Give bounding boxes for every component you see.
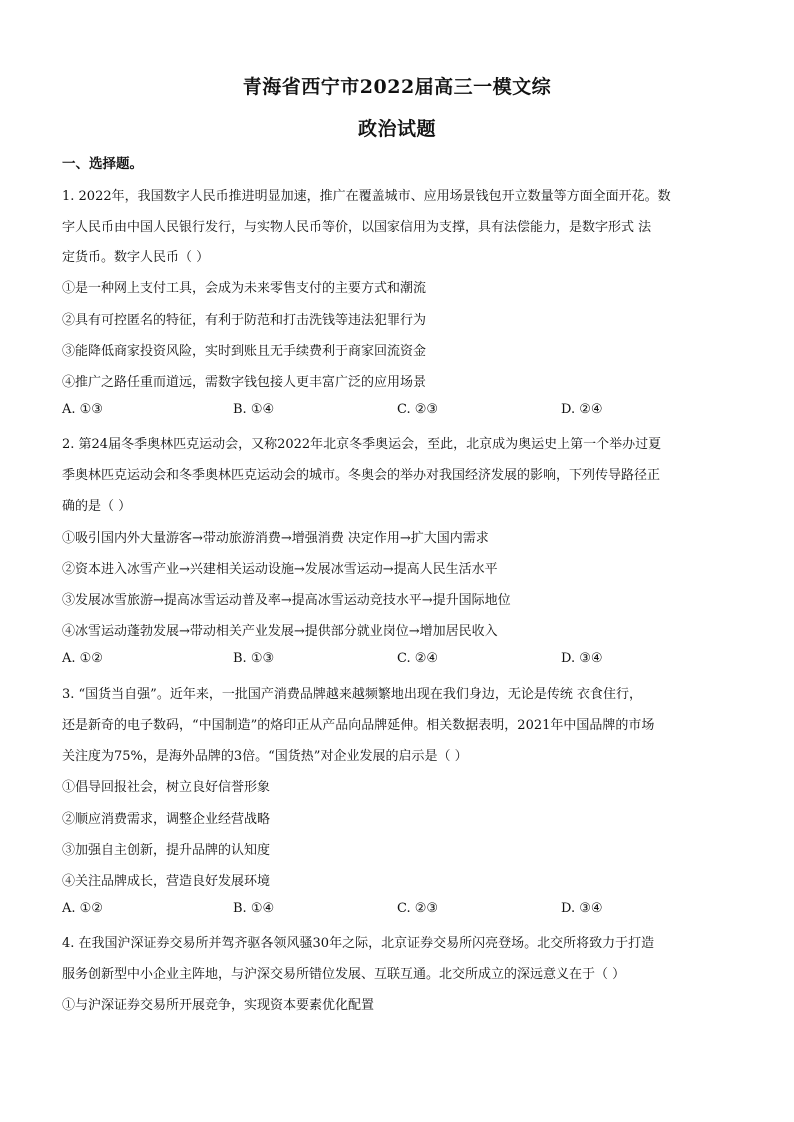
question-2-stem-line-3: 确的是（ ） (62, 499, 132, 514)
question-3-stem-line-2: 还是新奇的电子数码，“中国制造”的烙印正从产品向品牌延伸。相关数据表明，2021年中国品牌的市场 (62, 718, 655, 733)
question-3-option-d: D. ③④ (561, 901, 603, 916)
question-3-option-c: C. ②③ (397, 901, 439, 916)
question-3-option-b: B. ①④ (233, 901, 275, 916)
question-4-item-1: ①与沪深证券交易所开展竞争，实现资本要素优化配置 (62, 998, 375, 1013)
question-1-option-d: D. ②④ (561, 402, 603, 417)
question-2-option-d: D. ③④ (561, 651, 603, 666)
question-2-stem-line-2: 季奥林匹克运动会和冬季奥林匹克运动会的城市。冬奥会的举办对我国经济发展的影响，下列传导路径正 (62, 468, 661, 483)
question-2-stem-line-1: 2. 第24届冬季奥林匹克运动会，又称2022年北京冬季奥运会，至此，北京成为奥运史上第一个举办过夏 (62, 437, 662, 452)
question-3-option-a: A. ①② (62, 901, 103, 916)
question-3-item-3: ③加强自主创新，提升品牌的认知度 (62, 843, 271, 858)
question-2-item-2: ②资本进入冰雪产业→兴建相关运动设施→发展冰雪运动→提高人民生活水平 (62, 562, 498, 577)
question-1-item-1: ①是一种网上支付工具，会成为未来零售支付的主要方式和潮流 (62, 281, 427, 296)
page-title: 青海省西宁市2022届高三一模文综 (242, 76, 552, 98)
question-2-option-b: B. ①③ (233, 651, 275, 666)
question-2-option-c: C. ②④ (397, 651, 439, 666)
question-1-stem-line-3: 定货币。数字人民币（ ） (62, 250, 210, 265)
question-4-stem-line-2: 服务创新型中小企业主阵地，与沪深交易所错位发展、互联互通。北交所成立的深远意义在于（ ） (62, 967, 626, 982)
question-3-item-4: ④关注品牌成长，营造良好发展环境 (62, 874, 271, 889)
question-3-stem-line-1: 3. “国货当自强”。近年来，一批国产消费品牌越来越频繁地出现在我们身边，无论是传统 衣食住行， (62, 687, 642, 702)
question-1-option-a: A. ①③ (62, 402, 103, 417)
question-3-item-2: ②顺应消费需求，调整企业经营战略 (62, 812, 271, 827)
question-1-item-3: ③能降低商家投资风险，实时到账且无手续费利于商家回流资金 (62, 344, 427, 359)
question-3-item-1: ①倡导回报社会，树立良好信誉形象 (62, 780, 271, 795)
section-heading: 一、选择题。 (62, 156, 143, 172)
question-4-stem-line-1: 4. 在我国沪深证券交易所并驾齐驱各领风骚30年之际，北京证券交易所闪亮登场。北交所将致力于打造 (62, 936, 655, 951)
page-subtitle: 政治试题 (357, 118, 436, 140)
question-2-item-1: ①吸引国内外大量游客→带动旅游消费→增强消费 决定作用→扩大国内需求 (62, 531, 489, 546)
question-3-stem-line-3: 关注度为75%，是海外品牌的3倍。“国货热”对企业发展的启示是（ ） (62, 749, 468, 764)
question-1-option-b: B. ①④ (233, 402, 275, 417)
question-2-item-3: ③发展冰雪旅游→提高冰雪运动普及率→提高冰雪运动竞技水平→提升国际地位 (62, 593, 511, 608)
question-2-item-4: ④冰雪运动蓬勃发展→带动相关产业发展→提供部分就业岗位→增加居民收入 (62, 624, 498, 639)
question-1-stem-line-1: 1. 2022年，我国数字人民币推进明显加速，推广在覆盖城市、应用场景钱包开立数量等方面全面开花。数 (62, 189, 671, 204)
question-2-option-a: A. ①② (62, 651, 103, 666)
question-1-option-c: C. ②③ (397, 402, 439, 417)
question-1-item-2: ②具有可控匿名的特征，有利于防范和打击洗钱等违法犯罪行为 (62, 313, 427, 328)
question-1-item-4: ④推广之路任重而道远，需数字钱包接人更丰富广泛的应用场景 (62, 375, 427, 390)
question-1-stem-line-2: 字人民币由中国人民银行发行，与实物人民币等价，以国家信用为支撑，具有法偿能力，是数字形式 法 (62, 220, 652, 235)
